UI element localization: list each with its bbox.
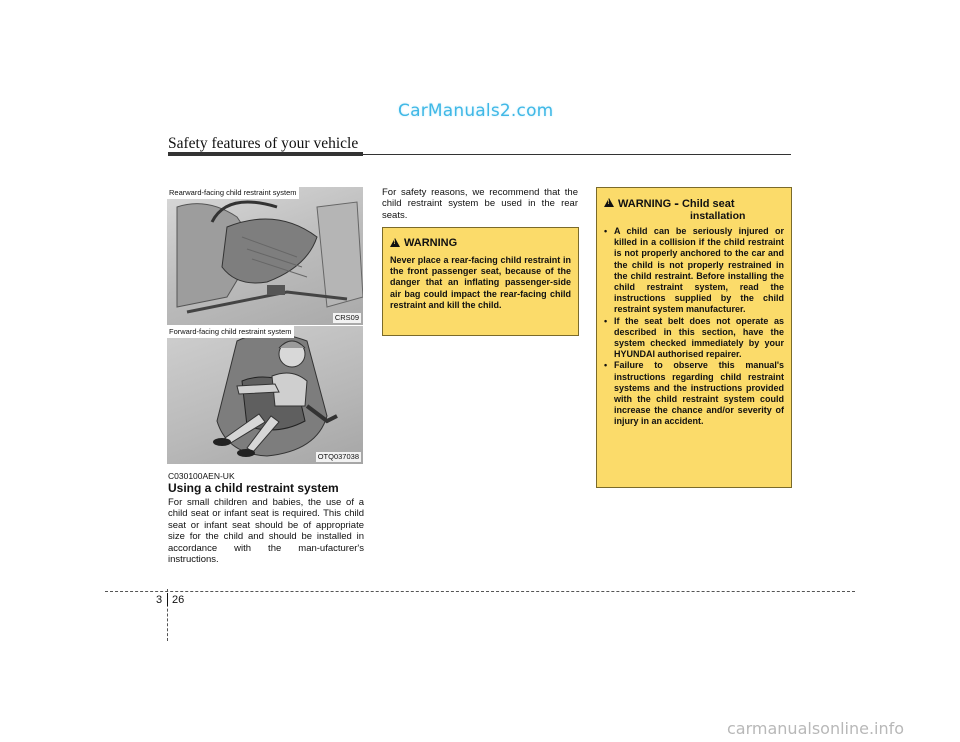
warning-bullet-list: [604, 226, 784, 428]
page-number-separator: [167, 593, 168, 606]
figure-code: CRS09: [334, 313, 359, 322]
figure-caption: Rearward-facing child restraint system: [169, 188, 297, 197]
page-chapter: 3: [156, 594, 163, 606]
footer-divider: [105, 591, 855, 592]
watermark-text: CarManuals2.com: [398, 101, 554, 121]
list-item: • Failure to observe this manual's instructions regarding child restraint systems and the instructions provided with the child restraint system could increase the chance and/or severity of injury in an accident.: [604, 360, 784, 427]
footer-brand-watermark: carmanualsonline.info: [727, 719, 905, 738]
warning-dash: -: [674, 195, 679, 211]
list-item: • A child can be seriously injured or killed in a collision if the child restraint is not properly anchored to the car and the child is not properly restrained in the child restraint. Before installing the child restraint system, read the instructions supplied by the child restraint system manufacturer.: [604, 226, 784, 316]
warning-triangle-icon: [390, 238, 400, 247]
header-rule-thick: [168, 152, 363, 156]
figure-forward-facing: [167, 326, 363, 464]
section-code: C030100AEN-UK: [168, 471, 235, 481]
section-title: Safety features of your vehicle: [168, 135, 359, 152]
header-rule-thin: [363, 154, 791, 155]
warning-box-installation: [596, 187, 792, 488]
warning-title: WARNING: [404, 237, 458, 249]
warning-header: [604, 197, 784, 222]
warning-title: WARNING: [618, 198, 672, 210]
body-paragraph-left: For small children and babies, the use of a child seat or infant seat is required. This child seat or infant seat should be of appropriate size for the child and should be installed in accordance with the man-ufacturer's instructions.: [168, 497, 364, 566]
forward-facing-seat-illustration: [167, 326, 363, 464]
list-item: • If the seat belt does not operate as described in this section, have the system checked immediately by your HYUNDAI authorised repairer.: [604, 316, 784, 361]
figure-code: OTQ037038: [317, 452, 359, 461]
warning-triangle-icon: [604, 198, 614, 207]
subheading: Using a child restraint system: [168, 481, 339, 495]
warning-box-front-seat: [382, 227, 579, 336]
warning-header: [390, 237, 571, 249]
figure-caption: Forward-facing child restraint system: [169, 327, 292, 336]
warning-subtitle: Child seat: [681, 198, 735, 210]
figure-rear-facing: [167, 187, 363, 325]
warning-subtitle-line2: installation: [690, 210, 746, 222]
rear-facing-seat-illustration: [167, 187, 363, 325]
warning-text: Never place a rear-facing child restraint in the front passenger seat, because of the danger that an inflating passenger-side air bag could impact the rear-facing child restraint and kill the child.: [390, 255, 571, 310]
body-paragraph-middle: For safety reasons, we recommend that the child restraint system be used in the rear seats.: [382, 187, 578, 221]
page-number: 26: [172, 594, 185, 606]
